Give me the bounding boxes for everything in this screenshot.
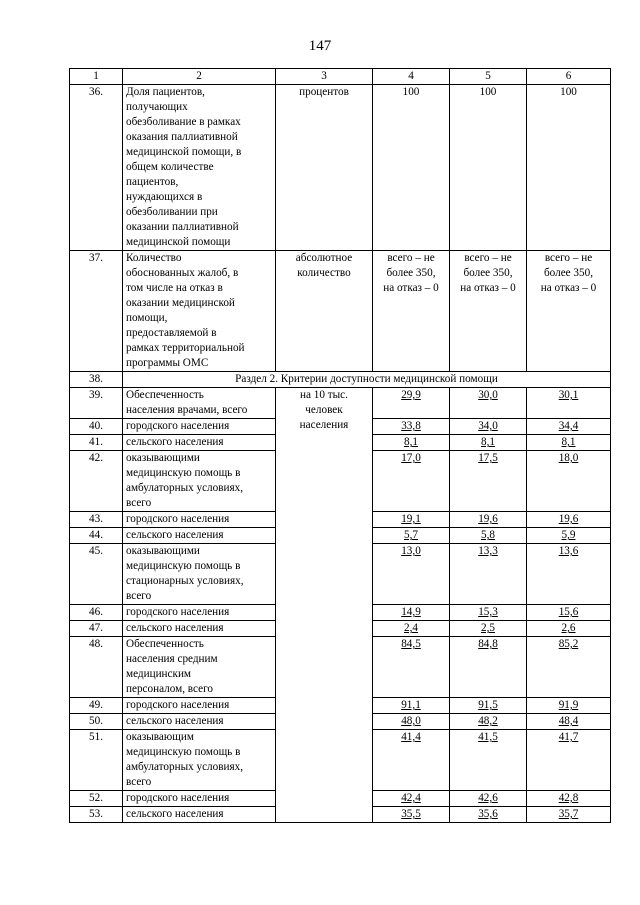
value-cell [373,730,450,791]
value-cell [373,419,450,435]
value-text: 5,7 [404,529,418,541]
value-cell [450,730,527,791]
row-number: 46. [70,605,123,621]
unit-cell: процентов [276,85,373,251]
value-text: 30,0 [478,389,498,401]
value-cell [373,388,450,419]
value-text: 19,6 [558,513,579,525]
value-cell [373,451,450,512]
row-number: 49. [70,698,123,714]
row-label: городского населения [123,512,276,528]
value-cell [373,544,450,605]
value-cell [527,698,611,714]
value-text: 33,8 [401,420,421,432]
value-text: 2,5 [481,622,495,634]
row-number: 51. [70,730,123,791]
row-number: 48. [70,637,123,698]
value-text: 30,1 [558,389,579,401]
value-cell [450,435,527,451]
row-number: 37. [70,251,123,372]
value-text: 84,5 [401,638,421,650]
column-header: 5 [450,69,527,85]
value-cell [527,637,611,698]
value-text: 14,9 [401,606,421,618]
row-number: 39. [70,388,123,419]
row-label: городского населения [123,605,276,621]
value-text: 84,8 [478,638,498,650]
criteria-table [69,68,611,823]
value-cell [450,544,527,605]
value-cell [527,605,611,621]
value-cell [527,528,611,544]
value-cell [450,528,527,544]
value-cell [373,791,450,807]
value-cell [373,512,450,528]
row-number: 42. [70,451,123,512]
row-number: 38. [70,372,123,388]
value-text: 42,4 [401,792,421,804]
value-cell [527,435,611,451]
value-cell [450,512,527,528]
row-number: 36. [70,85,123,251]
value-text: 18,0 [558,452,579,464]
value-text: 5,8 [481,529,495,541]
value-text: 13,0 [401,545,421,557]
value-text: 8,1 [481,436,495,448]
value-text: 17,0 [401,452,421,464]
row-label: Обеспеченность населения средним медицинским персоналом, всего [123,637,276,698]
value-cell [373,807,450,823]
row-label: городского населения [123,791,276,807]
row-label: оказывающими медицинскую помощь в стационарных условиях, всего [123,544,276,605]
row-number: 40. [70,419,123,435]
row-number: 50. [70,714,123,730]
value-text: 41,7 [558,731,579,743]
value-text: 48,4 [558,715,579,727]
value-cell [450,698,527,714]
value-cell [527,791,611,807]
value-text: 29,9 [401,389,421,401]
value-cell [450,388,527,419]
value-text: 41,5 [478,731,498,743]
row-label: оказывающими медицинскую помощь в амбулаторных условиях, всего [123,451,276,512]
value-text: 48,0 [401,715,421,727]
value-cell [527,730,611,791]
value-text: 35,5 [401,808,421,820]
value-cell [373,605,450,621]
value-text: 85,2 [558,638,579,650]
value-text: 41,4 [401,731,421,743]
row-label: Доля пациентов, получающих обезболивание в рамках оказания паллиативной медицинской помощи, в общем количестве пациентов, нуждающихся в обезболивании при оказании паллиативной медицинской помощи [123,85,276,251]
value-text: 48,2 [478,715,498,727]
value-cell [450,791,527,807]
value-cell [527,419,611,435]
value-cell [527,544,611,605]
value-text: 35,6 [478,808,498,820]
row-label: сельского населения [123,435,276,451]
value-cell [450,451,527,512]
value-cell [450,807,527,823]
value-cell: 100 [527,85,611,251]
value-text: 42,6 [478,792,498,804]
value-text: 15,3 [478,606,498,618]
value-cell [373,621,450,637]
row-label: сельского населения [123,807,276,823]
value-text: 15,6 [558,606,579,618]
value-text: 34,4 [558,420,579,432]
value-text: 5,9 [561,529,576,541]
value-text: 19,1 [401,513,421,525]
value-text: 2,6 [561,622,576,634]
value-cell [373,714,450,730]
value-text: 34,0 [478,420,498,432]
value-cell: всего – не более 350, на отказ – 0 [527,251,611,372]
value-text: 91,5 [478,699,498,711]
row-number: 45. [70,544,123,605]
value-cell [527,807,611,823]
value-cell [450,605,527,621]
column-header: 1 [70,69,123,85]
value-text: 2,4 [404,622,418,634]
value-text: 19,6 [478,513,498,525]
value-cell: 100 [450,85,527,251]
column-header: 4 [373,69,450,85]
row-number: 52. [70,791,123,807]
value-cell [450,637,527,698]
row-number: 41. [70,435,123,451]
value-cell [373,528,450,544]
unit-cell: на 10 тыс. человек населения [276,388,373,823]
value-cell [527,388,611,419]
section-title: Раздел 2. Критерии доступности медицинской помощи [123,372,611,388]
row-label: сельского населения [123,621,276,637]
value-cell: 100 [373,85,450,251]
value-cell [373,435,450,451]
value-text: 91,1 [401,699,421,711]
value-cell [527,451,611,512]
value-cell: всего – не более 350, на отказ – 0 [373,251,450,372]
value-text: 17,5 [478,452,498,464]
value-cell [527,714,611,730]
page-number: 147 [308,38,332,54]
row-label: городского населения [123,698,276,714]
row-label: сельского населения [123,528,276,544]
row-number: 47. [70,621,123,637]
value-cell [450,419,527,435]
table-row [70,251,611,372]
value-cell: всего – не более 350, на отказ – 0 [450,251,527,372]
value-text: 8,1 [561,436,576,448]
value-text: 42,8 [558,792,579,804]
value-cell [527,512,611,528]
column-header: 2 [123,69,276,85]
table-row [70,85,611,251]
value-text: 91,9 [558,699,579,711]
row-label: Количество обоснованных жалоб, в том числе на отказ в оказании медицинской помощи, предоставляемой в рамках территориальной программы ОМС [123,251,276,372]
value-text: 13,3 [478,545,498,557]
row-label: оказывающим медицинскую помощь в амбулаторных условиях, всего [123,730,276,791]
value-text: 35,7 [558,808,579,820]
unit-cell: абсолютное количество [276,251,373,372]
section-row [70,372,611,388]
column-header: 3 [276,69,373,85]
row-number: 44. [70,528,123,544]
value-cell [373,698,450,714]
value-cell [373,637,450,698]
value-cell [450,621,527,637]
table-row [70,388,611,419]
value-cell [527,621,611,637]
row-label: городского населения [123,419,276,435]
row-number: 43. [70,512,123,528]
value-cell [450,714,527,730]
value-text: 8,1 [404,436,418,448]
column-header: 6 [527,69,611,85]
value-text: 13,6 [558,545,579,557]
row-label: Обеспеченность населения врачами, всего [123,388,276,419]
row-label: сельского населения [123,714,276,730]
column-header-row [70,69,611,85]
row-number: 53. [70,807,123,823]
